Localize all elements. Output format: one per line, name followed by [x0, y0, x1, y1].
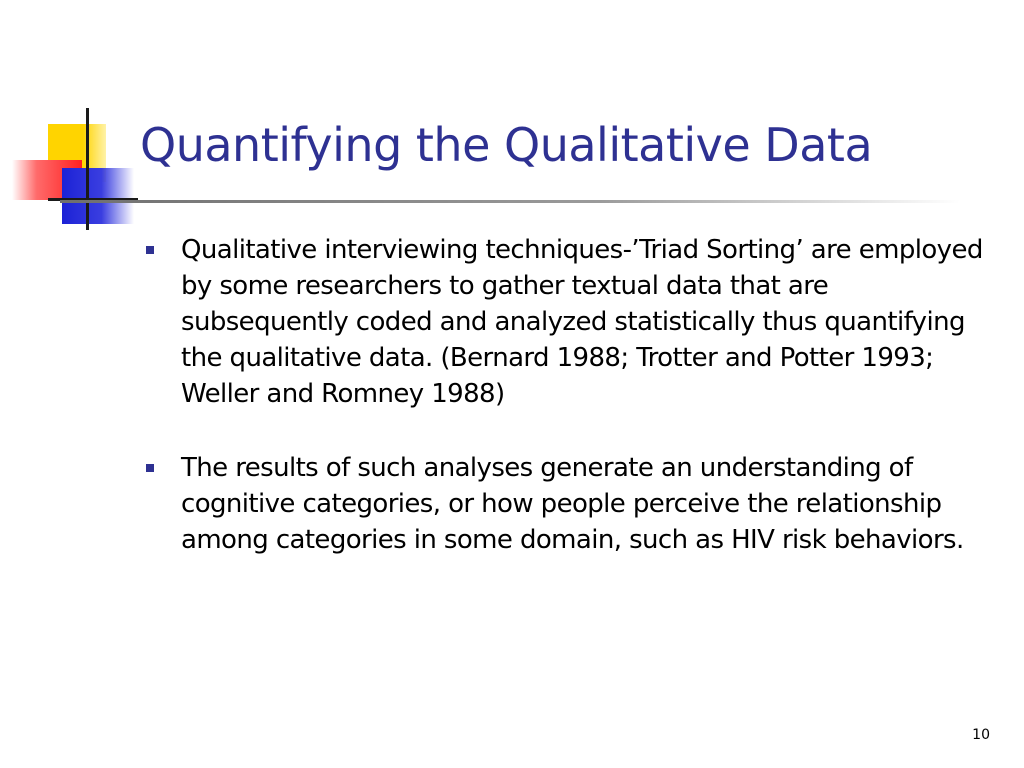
bullet-text: Qualitative interviewing techniques-’Triad Sorting’ are employed by some researchers to gather textual data that are subsequently coded and analyzed statistically thus quantifying the qualitative data. (Bernard 1988; Trotter and Potter 1993; Weller and Romney 1988) — [181, 235, 983, 409]
color-blocks-logo-icon — [0, 0, 150, 240]
bullet-item — [146, 232, 996, 412]
slide-title: Quantifying the Qualitative Data — [140, 118, 873, 172]
square-bullet-icon — [146, 464, 154, 472]
bullet-list — [146, 232, 996, 596]
bullet-item — [146, 450, 996, 558]
square-bullet-icon — [146, 246, 154, 254]
logo-vertical-line — [86, 108, 89, 230]
title-divider — [60, 200, 960, 203]
page-number: 10 — [972, 727, 990, 743]
bullet-text: The results of such analyses generate an understanding of cognitive categories, or how people perceive the relationship among categories in some domain, such as HIV risk behaviors. — [181, 453, 964, 555]
logo-blue-square — [62, 168, 134, 224]
